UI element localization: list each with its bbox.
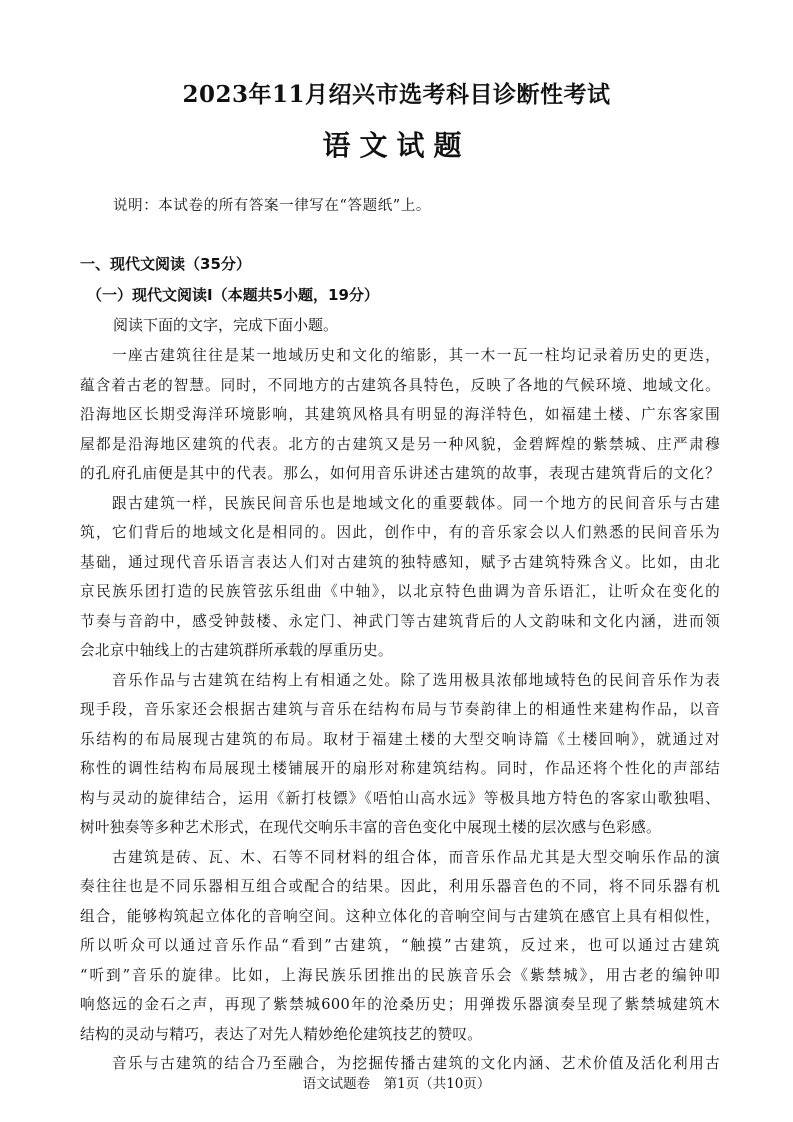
part-heading: （一）现代文阅读I（本题共5小题，19分）: [87, 286, 379, 304]
reading-passage: [80, 341, 720, 1079]
passage-line: 音乐与古建筑的结合乃至融合，为挖掘传播古建筑的文化内涵、艺术价值及活化利用古: [112, 1055, 720, 1072]
passage-line: 构与灵动的旋律结合，运用《新打枝镖》《唔怕山高水远》等极具地方特色的客家山歌独唱、: [80, 789, 720, 807]
subject-title: 语文试题: [322, 129, 471, 162]
passage-line: 古建筑是砖、瓦、木、石等不同材料的组合体，而音乐作品尤其是大型交响乐作品的演: [112, 848, 720, 866]
section-heading: 一、现代文阅读（35分）: [80, 255, 251, 273]
passage-line: 沿海地区长期受海洋环境影响，其建筑风格具有明显的海洋特色，如福建土楼、广东客家围: [80, 406, 720, 423]
passage-line: 奏往往也是不同乐器相互组合或配合的结果。因此，利用乐器音色的不同，将不同乐器有机: [80, 878, 720, 895]
passage-line: 筑，它们背后的地域文化是相同的。因此，创作中，有的音乐家会以人们熟悉的民间音乐为: [80, 524, 720, 541]
passage-line: 结构的灵动与精巧，表达了对先人精妙绝伦建筑技艺的赞叹。: [80, 1025, 483, 1043]
passage-line: 节奏与音韵中，感受钟鼓楼、永定门、神武门等古建筑背后的人文韵味和文化内涵，进而领: [80, 612, 720, 630]
exam-note: 说明：本试卷的所有答案一律写在“答题纸”上。: [113, 198, 432, 214]
passage-line: 蕴含着古老的智慧。同时，不同地方的古建筑各具特色，反映了各地的气候环境、地域文化。: [80, 376, 720, 394]
passage-line: 音乐作品与古建筑在结构上有相通之处。除了选用极具浓郁地域特色的民间音乐作为表: [112, 671, 720, 689]
reading-instruction: 阅读下面的文字，完成下面小题。: [113, 316, 339, 334]
passage-line: 树叶独奏等多种艺术形式，在现代交响乐丰富的音色变化中展现土楼的层次感与色彩感。: [80, 819, 661, 836]
passage-line: “听到”音乐的旋律。比如，上海民族乐团推出的民族音乐会《紫禁城》，用古老的编钟叩: [80, 966, 720, 984]
passage-line: 称性的调性结构布局展现土楼铺展开的扇形对称建筑结构。同时，作品还将个性化的声部结: [80, 760, 720, 777]
exam-title: 2023年11月绍兴市选考科目诊断性考试: [182, 81, 611, 108]
passage-line: 屋都是沿海地区建筑的代表。北方的古建筑又是另一种风貌，金碧辉煌的紫禁城、庄严肃穆: [80, 435, 720, 453]
passage-line: 响悠远的金石之声，再现了紫禁城600年的沧桑历史；用弹拨乐器演奏呈现了紫禁城建筑木: [80, 996, 720, 1013]
passage-line: 的孔府孔庙便是其中的代表。那么，如何用音乐讲述古建筑的故事，表现古建筑背后的文化？: [80, 465, 720, 482]
passage-line: 会北京中轴线上的古建筑群所承载的厚重历史。: [80, 642, 393, 659]
page-footer: 语文试题卷 第1页（共10页）: [302, 1076, 491, 1092]
passage-line: 一座古建筑往往是某一地域历史和文化的缩影，其一木一瓦一柱均记录着历史的更迭，: [112, 347, 720, 364]
passage-line: 京民族乐团打造的民族管弦乐组曲《中轴》，以北京特色曲调为音乐语汇，让听众在变化的: [80, 583, 720, 600]
passage-line: 乐结构的布局展现古建筑的布局。取材于福建土楼的大型交响诗篇《土楼回响》，就通过对: [80, 730, 720, 748]
passage-line: 基础，通过现代音乐语言表达人们对古建筑的独特感知，赋予古建筑特殊含义。比如，由北: [80, 553, 720, 571]
passage-line: 跟古建筑一样，民族民间音乐也是地域文化的重要载体。同一个地方的民间音乐与古建: [112, 494, 720, 512]
passage-line: 组合，能够构筑起立体化的音响空间。这种立体化的音响空间与古建筑在感官上具有相似性，: [80, 907, 720, 925]
passage-line: 所以听众可以通过音乐作品“看到”古建筑，“触摸”古建筑，反过来，也可以通过古建筑: [80, 937, 720, 954]
passage-line: 现手段，音乐家还会根据古建筑与音乐在结构布局与节奏韵律上的相通性来建构作品，以音: [80, 701, 720, 718]
